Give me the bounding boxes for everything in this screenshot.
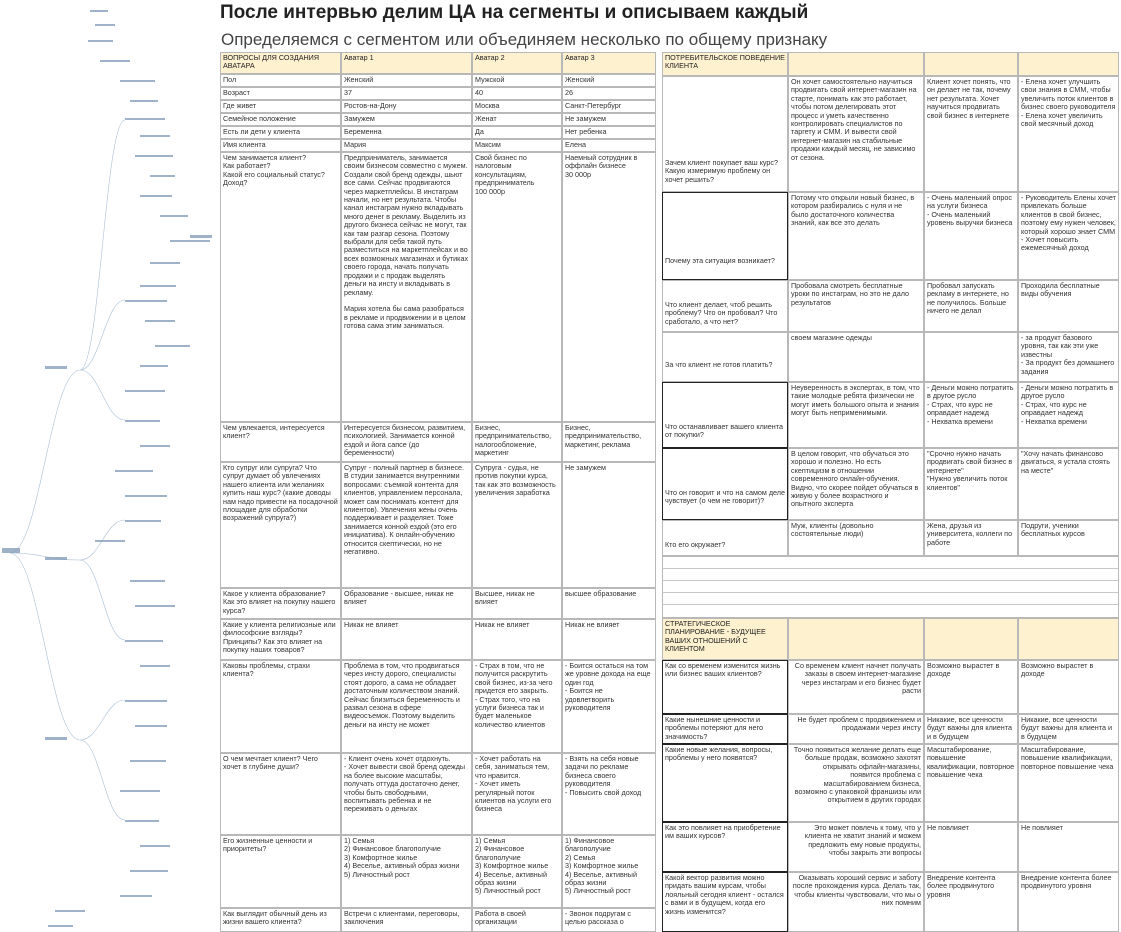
table-cell: Почему эта ситуация возникает? <box>662 192 788 280</box>
avatar-header-1: Аватар 1 <box>341 52 472 74</box>
strategy-header-empty <box>788 618 924 660</box>
page-subtitle: Определяемся с сегментом или объединяем несколько по общему признаку <box>221 30 828 49</box>
table-cell: - Очень маленький опрос на услуги бизнеса - Очень маленький уровень выручки бизнеса <box>924 192 1018 280</box>
table-cell: Как выглядит обычный день из жизни вашего клиента? <box>220 908 341 932</box>
avatar-header-2: Аватар 2 <box>472 52 562 74</box>
table-cell: Внедрение контента более продвинутого уровня <box>924 872 1018 932</box>
table-cell: Встречи с клиентами, переговоры, заключения <box>341 908 472 932</box>
table-cell: За что клиент не готов платить? <box>662 332 788 382</box>
table-cell: Что останавливает вашего клиента от покупки? <box>662 382 788 448</box>
avatar-header-questions: ВОПРОСЫ ДЛЯ СОЗДАНИЯ АВАТАРА <box>220 52 341 74</box>
table-cell: Не замужем <box>562 113 656 126</box>
table-cell: 26 <box>562 87 656 100</box>
table-cell: Ростов-на-Дону <box>341 100 472 113</box>
table-cell: - Звонок подругам с целью рассказа о <box>562 908 656 932</box>
table-cell: Каковы проблемы, страхи клиента? <box>220 660 341 753</box>
table-cell: Клиент хочет понять, что он делает не так, почему нет результата. Хочет научиться продвигать свой бизнес в интернете <box>924 76 1018 192</box>
table-cell: Никакие, все ценности будут важны для клиента и в будущем <box>1018 714 1119 744</box>
table-cell: В целом говорит, что обучаться это хорошо и полезно. Но есть скептицизм в отношении современного онлайн-обучения. Видно, что скорее пойдет обучаться в живую у более возрастного и опытного эксперта <box>788 448 924 520</box>
table-cell: Как со временем изменится жизнь или бизнес ваших клиентов? <box>662 660 788 714</box>
table-cell: Женский <box>562 74 656 87</box>
table-cell: Есть ли дети у клиента <box>220 126 341 139</box>
table-cell: Муж, клиенты (довольно состоятельные люди) <box>788 520 924 556</box>
table-cell: Где живет <box>220 100 341 113</box>
table-cell: высшее образование <box>562 588 656 619</box>
table-cell: Проходила бесплатные виды обучения <box>1018 280 1119 332</box>
table-cell: Свой бизнес по налоговым консультациям, предприниматель 100 000р <box>472 152 562 422</box>
table-cell: Какие новые желания, вопросы, проблемы у него появятся? <box>662 744 788 822</box>
table-cell: Неуверенность в экспертах, в том, что такие молодые ребята физически не могут иметь большого опыта и знания могут быть неприменимыми. <box>788 382 924 448</box>
table-cell: Масштабирование, повышение квалификации, повторное повышение чека <box>924 744 1018 822</box>
table-cell: Внедрение контента более продвинутого уровня <box>1018 872 1119 932</box>
table-cell: Наемный сотрудник в оффлайн бизнесе 30 000р <box>562 152 656 422</box>
table-cell: Бизнес, предпринимательство, налогообложение, маркетинг <box>472 422 562 462</box>
table-cell: Какие нынешние ценности и проблемы потеряют для него значимость? <box>662 714 788 744</box>
table-cell: Имя клиента <box>220 139 341 152</box>
table-cell: Что клиент делает, чтоб решить проблему? Что он пробовал? Что сработало, а что нет? <box>662 280 788 332</box>
table-cell: Чем увлекается, интересуется клиент? <box>220 422 341 462</box>
table-cell: Москва <box>472 100 562 113</box>
table-cell: Чем занимается клиент? Как работает? Какой его социальный статус? Доход? <box>220 152 341 422</box>
table-cell: Бизнес, предпринимательство, маркетинг, реклама <box>562 422 656 462</box>
table-cell: - за продукт базового уровня, так как эти уже известны - За продукт без домашнего задания <box>1018 332 1119 382</box>
table-cell: Зачем клиент покупает ваш курс? Какую измеримую проблему он хочет решить? <box>662 76 788 192</box>
table-cell: Женат <box>472 113 562 126</box>
empty-rows <box>662 556 1119 618</box>
table-cell: Замужем <box>341 113 472 126</box>
table-cell: - Руководитель Елены хочет привлекать больше клиентов в свой бизнес, поэтому ему нужен человек, который хорошо знает СММ - Хочет повысить ежемесячный доход <box>1018 192 1119 280</box>
table-cell: Это может повлечь к тому, что у клиента не хватит знаний и можем предложить ему новые продукты, чтобы закрыть эти вопросы <box>788 822 924 872</box>
table-cell: - Клиент очень хочет отдохнуть. - Хочет вывести свой бренд одежды на более высокие масштабы, получать оттуда достаточно денег, чтобы быть свободными, воспитывать ребенка и не переживать о деньгах <box>341 753 472 835</box>
table-cell: Пробовала смотреть бесплатные уроки по инстаграм, но это не дало результатов <box>788 280 924 332</box>
table-cell: Масштабирование, повышение квалификации, повторное повышение чека <box>1018 744 1119 822</box>
table-cell: своем магазине одежды <box>788 332 924 382</box>
table-cell: Не замужем <box>562 462 656 588</box>
table-cell: Потому что открыли новый бизнес, в котором разбирались с нуля и не было достаточного количества знаний, как все это делать <box>788 192 924 280</box>
table-cell: - Взять на себя новые задачи по рекламе бизнеса своего руководителя - Повысить свой доход <box>562 753 656 835</box>
table-cell: Мария <box>341 139 472 152</box>
table-cell: Не будет проблем с продвижением и продажами через инсту <box>788 714 924 744</box>
mindmap-thumbnail <box>0 0 215 932</box>
table-cell: Образование - высшее, никак не влияет <box>341 588 472 619</box>
behavior-header-empty <box>1018 52 1119 76</box>
table-cell: Никак не влияет <box>562 619 656 660</box>
table-cell: Кто супруг или супруга? Что супруг думает об увлечениях нашего клиента или желаниях купить наш курс? (какие доводы нам надо привести на посадочной площадке для обработки возражений супруга?) <box>220 462 341 588</box>
table-cell: Работа в своей организации <box>472 908 562 932</box>
avatar-header-3: Аватар 3 <box>562 52 656 74</box>
table-cell: Подруги, ученики бесплатных курсов <box>1018 520 1119 556</box>
table-cell: Предприниматель, занимается своим бизнесом совместно с мужем. Создали свой бренд одежды, шьют все сами. Сейчас продвигаются через маркетплейсы. В инстаграм начали, но нет результата. Чтобы канал инстаграм нужно вкладывать много денег в рекламу. Выделить из другого бизнеса сейчас не могут, так как там разгар сезона. Поэтому выбрали для себя такой путь разместиться на маркетплейсах и во всех возможных магазинах и бутиках своего города, начать получать продажи и с продаж выделять деньги на инсту и вкладывать в рекламу. Мария хотела бы сама разобраться в рекламе и продвижении и в целом готова сама этим заниматься. <box>341 152 472 422</box>
table-cell: Семейное положение <box>220 113 341 126</box>
table-cell: Точно появиться желание делать еще больше продаж, возможно захотят открывать офлайн-магазины, появится проблема с масштабированием бизнеса, возможно с упаковкой франшизы или открытием в других городах <box>788 744 924 822</box>
table-cell: Никак не влияет <box>341 619 472 660</box>
table-cell: Мужской <box>472 74 562 87</box>
table-cell: - Деньги можно потратить в другое русло - Страх, что курс не оправдает надежд - Нехватка времени <box>924 382 1018 448</box>
grid-line <box>662 580 1119 581</box>
table-cell: - Страх в том, что не получится раскрутить свой бизнес, из-за чего придется его закрыть. - Страх того, что на услуги бизнеса так и будет маленькое количество клиентов <box>472 660 562 753</box>
table-cell: Кто его окружает? <box>662 520 788 556</box>
table-cell: Да <box>472 126 562 139</box>
grid-line <box>662 592 1119 593</box>
table-cell: - Хочет работать на себя, заниматься тем, что нравится. - Хочет иметь регулярный поток клиентов на услуги его бизнеса <box>472 753 562 835</box>
table-cell: Пол <box>220 74 341 87</box>
table-cell: - Деньги можно потратить в другое русло - Страх, что курс не оправдает надежд - Нехватка времени <box>1018 382 1119 448</box>
table-cell: Со временем клиент начнет получать заказы в своем интернет-магазине через инстаграм и его бизнес будет расти <box>788 660 924 714</box>
table-cell: 1) Семья 2) Финансовое благополучие 3) Комфортное жилье 4) Веселье, активный образ жизни 5) Личностный рост <box>341 835 472 908</box>
table-cell: Как это повлияет на приобретение им ваших курсов? <box>662 822 788 872</box>
table-cell: Никакие, все ценности будут важны для клиента и в будущем <box>924 714 1018 744</box>
behavior-header: ПОТРЕБИТЕЛЬСКОЕ ПОВЕДЕНИЕ КЛИЕНТА <box>662 52 788 76</box>
table-cell: Возможно вырастет в доходе <box>1018 660 1119 714</box>
table-cell: Супруга - судья, не против покупки курса, так как это возможность увеличения заработка <box>472 462 562 588</box>
table-cell: Какое у клиента образование? Как это влияет на покупку нашего курса? <box>220 588 341 619</box>
behavior-header-empty <box>924 52 1018 76</box>
grid-line <box>662 604 1119 605</box>
behavior-header-empty <box>788 52 924 76</box>
strategy-header-empty <box>1018 618 1119 660</box>
grid-line <box>662 568 1119 569</box>
table-cell: Он хочет самостоятельно научиться продвигать свой интернет-магазин на старте, понимать как это работает, чтобы потом делегировать этот процесс и уметь качественно контролировать специалистов по таргету и СММ. И вывести свой интернет-магазин на стабильные продажи каждый месяц, не зависимо от сезона. <box>788 76 924 192</box>
table-cell: 37 <box>341 87 472 100</box>
table-cell <box>924 332 1018 382</box>
table-cell: Санкт-Петербург <box>562 100 656 113</box>
table-cell: Проблема в том, что продвигаться через инсту дорого, специалисты стоят дорого, а сама не обладает достаточным количеством знаний. Сейчас близиться беременность и развал сезона в сфере видеосъемок. Поэтому выделить деньги на инсту не может <box>341 660 472 753</box>
table-cell: Какой вектор развития можно придать вашим курсам, чтобы лояльный сегодня клиент - остался с вами и в будущем, когда его жизнь изменится? <box>662 872 788 932</box>
table-cell: Его жизненные ценности и приоритеты? <box>220 835 341 908</box>
table-cell: 1) Финансовое благополучие 2) Семья 3) Комфортное жилье 4) Веселье, активный образ жизни 5) Личностный рост <box>562 835 656 908</box>
table-cell: "Срочно нужно начать продвигать свой бизнес в интернете" "Нужно увеличить поток клиентов" <box>924 448 1018 520</box>
table-cell: Высшее, никак не влияет <box>472 588 562 619</box>
table-cell: Интересуется бизнесом, развитием, психологией. Занимается конной ездой и йога сапсе (до беременности) <box>341 422 472 462</box>
table-cell: Пробовал запускать рекламу в интернете, но не получилось. Больше ничего не делал <box>924 280 1018 332</box>
table-cell: Какие у клиента религиозные или философские взгляды? Принципы? Как это влияет на покупку наших товаров? <box>220 619 341 660</box>
table-cell: Не повлияет <box>1018 822 1119 872</box>
table-cell: Никак не влияет <box>472 619 562 660</box>
table-cell: - Елена хочет улучшить свои знания в СММ, чтобы увеличить поток клиентов в бизнес своего руководителя - Елена хочет увеличить свой месячный доход <box>1018 76 1119 192</box>
table-cell: Женский <box>341 74 472 87</box>
table-cell: О чем мечтает клиент? Чего хочет в глубине души? <box>220 753 341 835</box>
table-cell: - Боится остаться на том же уровне дохода на еще один год - Боится не удовлетворить руководителя <box>562 660 656 753</box>
table-cell: Не повлияет <box>924 822 1018 872</box>
strategy-header-empty <box>924 618 1018 660</box>
table-cell: Возраст <box>220 87 341 100</box>
table-cell: Максим <box>472 139 562 152</box>
page-title: После интервью делим ЦА на сегменты и описываем каждый <box>220 2 809 23</box>
table-cell: 1) Семья 2) Финансовое благополучие 3) Комфортное жилье 4) Веселье, активный образ жизни 5) Личностный рост <box>472 835 562 908</box>
table-cell: Беременна <box>341 126 472 139</box>
strategy-header: СТРАТЕГИЧЕСКОЕ ПЛАНИРОВАНИЕ - БУДУЩЕЕ ВАШИХ ОТНОШЕНИЙ С КЛИЕНТОМ <box>662 618 788 660</box>
table-cell: Жена, друзья из университета, коллеги по работе <box>924 520 1018 556</box>
table-cell: Возможно вырастет в доходе <box>924 660 1018 714</box>
table-cell: Нет ребенка <box>562 126 656 139</box>
table-cell: Супруг - полный партнер в бизнесе. В студии занимается внутренними вопросами: съемкой контента для клиентов, управлением персонала, может сам поснимать контент для клиентов). Увлечения жены очень поддерживает и разделяет. Тоже занимается конной ездой (это его инициатива). К онлайн-обучению относится скептически, но не негативно. <box>341 462 472 588</box>
table-cell: Что он говорит и что на самом деле чувствует (о чем не говорит)? <box>662 448 788 520</box>
table-cell: Елена <box>562 139 656 152</box>
table-cell: Оказывать хороший сервис и заботу после прохождения курса. Делать так, чтобы клиенты чувствовали, что мы о них помним <box>788 872 924 932</box>
table-cell: 40 <box>472 87 562 100</box>
table-cell: "Хочу начать финансово двигаться, я устала стоять на месте" <box>1018 448 1119 520</box>
